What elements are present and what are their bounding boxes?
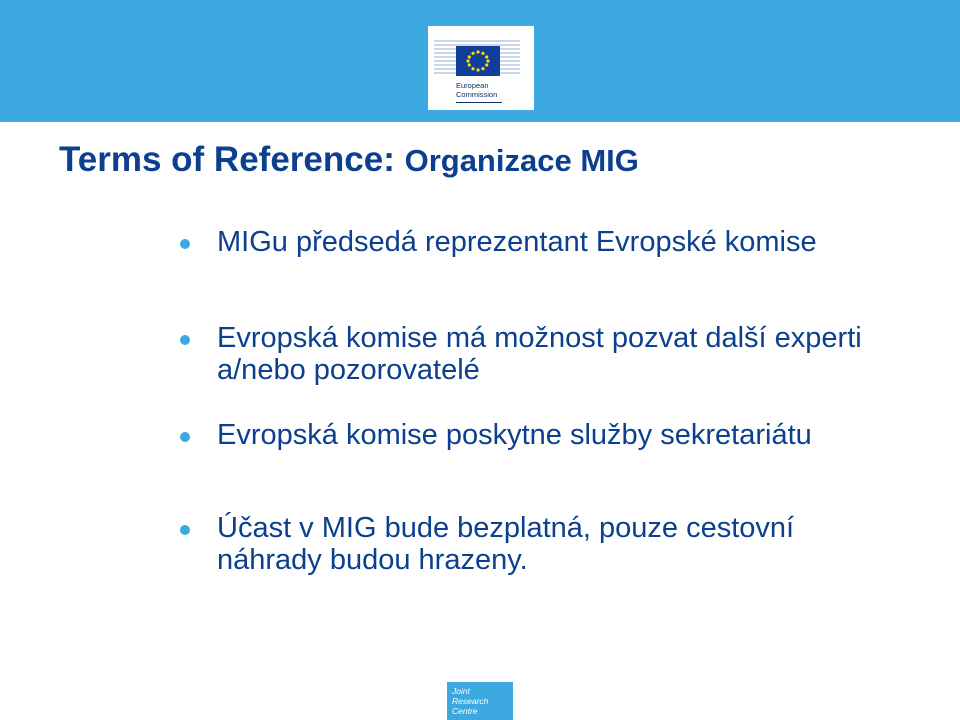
slide-title-main: Terms of Reference:: [59, 140, 405, 179]
bullet-dot-icon: [180, 432, 190, 442]
bullet-text: Evropská komise má možnost pozvat další experti a/nebo pozorovatelé: [217, 322, 862, 386]
jrc-logo: [447, 682, 513, 720]
bullet-text: MIGu předsedá reprezentant Evropské komise: [217, 226, 817, 258]
bullet-text: Evropská komise poskytne služby sekretariátu: [217, 419, 812, 451]
bullet-text: Účast v MIG bude bezplatná, pouze cestovní náhrady budou hrazeny.: [217, 512, 795, 576]
bullet-dot-icon: [180, 525, 190, 535]
slide-title-sub: Organizace MIG: [404, 143, 639, 178]
bullet-dot-icon: [180, 335, 190, 345]
bullet-dot-icon: [180, 239, 190, 249]
european-commission-logo-text: European Commission: [456, 81, 498, 99]
jrc-logo-text: Joint Research Centre: [452, 686, 489, 716]
